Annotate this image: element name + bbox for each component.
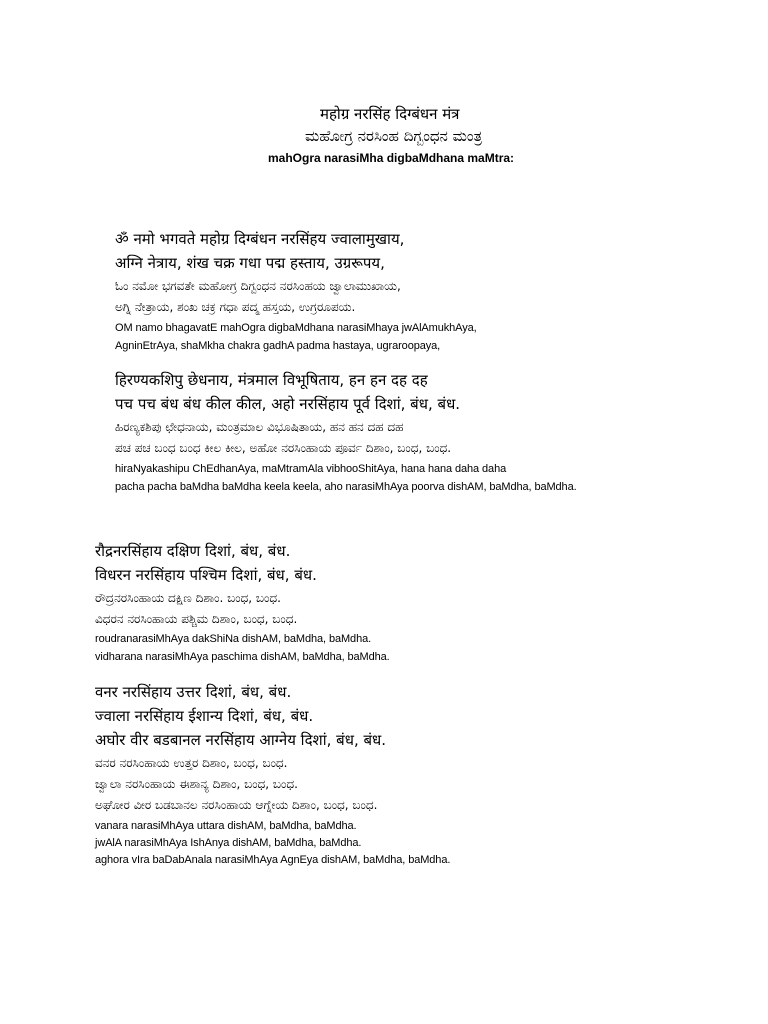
section-4-kannada-line-2: ಜ್ವಾಲಾ ನರಸಿಂಹಾಯ ಈಶಾನ್ಯ ದಿಶಾಂ, ಬಂಧ, ಬಂಧ.	[95, 777, 298, 791]
section-1-kannada-line-1: ಓಂ ನಮೋ ಭಗವತೇ ಮಹೋಗ್ರ ದಿಗ್ಬಂಧನ ನರಸಿಂಹಯ ಜ್ವಾಲಾಮುಖಾಯ,	[115, 279, 401, 293]
section-3-devanagari-line-1: रौद्रनरसिंहाय दक्षिण दिशां, बंध, बंध.	[95, 542, 291, 560]
title-roman: mahOgra narasiMha digbaMdhana maMtra:	[268, 151, 515, 165]
section-4-devanagari-line-1: वनर नरसिंहाय उत्तर दिशां, बंध, बंध.	[95, 683, 292, 701]
section-4-roman-line-2: jwAlA narasiMhAya IshAnya dishAM, baMdha, baMdha.	[95, 837, 362, 849]
section-4-devanagari-line-3: अघोर वीर बडबानल नरसिंहाय आग्नेय दिशां, बंध, बंध.	[95, 731, 387, 749]
section-2-kannada-line-2: ಪಚ ಪಚ ಬಂಧ ಬಂಧ ಕೀಲ ಕೀಲ, ಅಹೋ ನರಸಿಂಹಾಯ ಪೂರ್ವ ದಿಶಾಂ, ಬಂಧ, ಬಂಧ.	[115, 441, 452, 455]
section-2-roman-line-1: hiraNyakashipu ChEdhanAya, maMtramAla vibhooShitAya, hana hana daha daha	[115, 463, 507, 475]
section-4-kannada-line-1: ವನರ ನರಸಿಂಹಾಯ ಉತ್ತರ ದಿಶಾಂ, ಬಂಧ, ಬಂಧ.	[95, 756, 288, 770]
section-1-roman-line-1: OM namo bhagavatE mahOgra digbaMdhana narasiMhaya jwAlAmukhAya,	[115, 322, 477, 334]
section-2-roman-line-2: pacha pacha baMdha baMdha keela keela, aho narasiMhAya poorva dishAM, baMdha, baMdha.	[115, 481, 577, 493]
section-1-kannada-line-2: ಅಗ್ನಿ ನೇತ್ರಾಯ, ಶಂಖ ಚಕ್ರ ಗಧಾ ಪದ್ಮ ಹಸ್ತಯ, ಉಗ್ರರೂಪಯ.	[115, 300, 356, 314]
section-4-kannada-line-3: ಅಘೋರ ವೀರ ಬಡಬಾನಲ ನರಸಿಂಹಾಯ ಆಗ್ನೇಯ ದಿಶಾಂ, ಬಂಧ, ಬಂಧ.	[95, 798, 378, 812]
title-kannada: ಮಹೋಗ್ರ ನರಸಿಂಹ ದಿಗ್ಬಂಧನ ಮಂತ್ರ	[305, 127, 483, 145]
section-1-roman-line-2: AgninEtrAya, shaMkha chakra gadhA padma hastaya, ugraroopaya,	[115, 340, 441, 352]
section-4-roman-line-1: vanara narasiMhAya uttara dishAM, baMdha, baMdha.	[95, 820, 357, 832]
section-1-devanagari-line-1: ॐ नमो भगवते महोग्र दिग्बंधन नरसिंहय ज्वालामुखाय,	[115, 230, 405, 248]
section-1-devanagari-line-2: अग्नि नेत्राय, शंख चक्र गधा पद्म हस्ताय, उग्ररूपय,	[115, 254, 385, 272]
section-3-roman-line-1: roudranarasiMhAya dakShiNa dishAM, baMdha, baMdha.	[95, 633, 372, 645]
title-devanagari: महोग्र नरसिंह दिग्बंधन मंत्र	[320, 105, 460, 123]
section-3-devanagari-line-2: विधरन नरसिंहाय पश्चिम दिशां, बंध, बंध.	[95, 566, 317, 584]
section-3-kannada-line-1: ರೌದ್ರನರಸಿಂಹಾಯ ದಕ್ಷಿಣ ದಿಶಾಂ. ಬಂಧ, ಬಂಧ.	[95, 591, 281, 605]
section-3-roman-line-2: vidharana narasiMhAya paschima dishAM, baMdha, baMdha.	[95, 651, 390, 663]
section-2-devanagari-line-1: हिरण्यकशिपु छेधनाय, मंत्रमाल विभूषिताय, हन हन दह दह	[115, 371, 428, 389]
section-2-devanagari-line-2: पच पच बंध बंध कील कील, अहो नरसिंहाय पूर्व दिशां, बंध, बंध.	[115, 395, 461, 413]
section-2-kannada-line-1: ಹಿರಣ್ಯಕಶಿಪು ಛೇಧನಾಯ, ಮಂತ್ರಮಾಲ ವಿಭೂಷಿತಾಯ, ಹನ ಹನ ದಹ ದಹ	[115, 420, 404, 434]
section-4-devanagari-line-2: ज्वाला नरसिंहाय ईशान्य दिशां, बंध, बंध.	[95, 707, 314, 725]
section-3-kannada-line-2: ವಿಧರನ ನರಸಿಂಹಾಯ ಪಶ್ಚಿಮ ದಿಶಾಂ, ಬಂಧ, ಬಂಧ.	[95, 612, 298, 626]
section-4-roman-line-3: aghora vIra baDabAnala narasiMhAya AgnEya dishAM, baMdha, baMdha.	[95, 854, 451, 866]
